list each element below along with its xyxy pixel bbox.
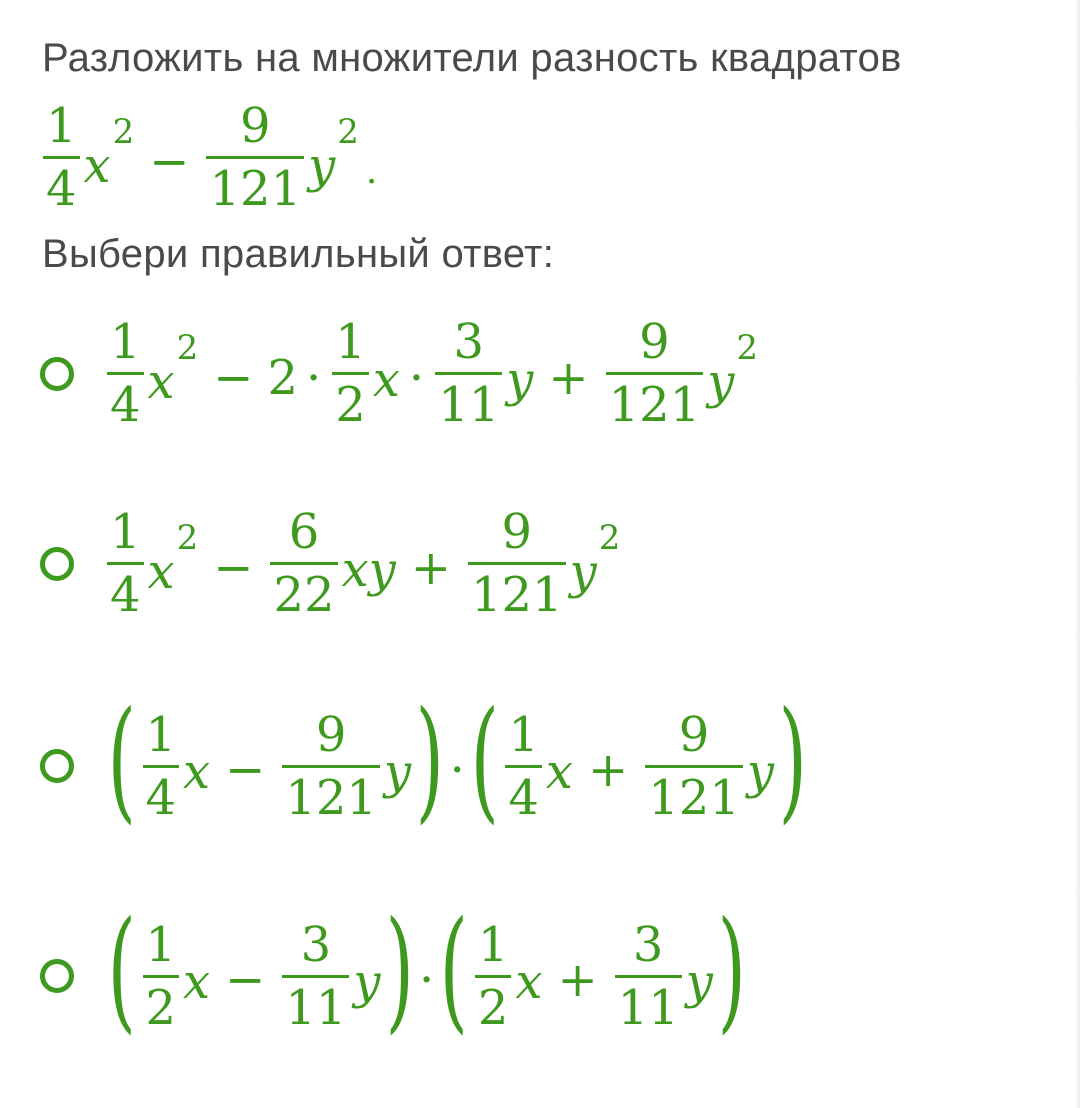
- multiply-dot: ·: [306, 349, 322, 406]
- denominator: 11: [285, 979, 347, 1036]
- fraction: [505, 706, 542, 826]
- numerator: 1: [145, 706, 177, 763]
- numerator: 9: [240, 98, 271, 154]
- denominator: 11: [617, 979, 679, 1036]
- fraction: [645, 706, 743, 826]
- radio-button-unchecked-icon[interactable]: [40, 547, 74, 581]
- variable-name: y: [707, 353, 735, 410]
- variable: x: [515, 954, 543, 1010]
- denominator: 11: [438, 377, 500, 433]
- minus-operator: −: [225, 952, 266, 1008]
- exponent: 2: [176, 517, 199, 558]
- numerator: 1: [477, 916, 509, 973]
- answer-option-4[interactable]: [40, 893, 749, 1047]
- exponent: 2: [598, 517, 621, 558]
- radio-button-unchecked-icon[interactable]: [40, 357, 74, 391]
- question-text: Разложить на множители разность квадратов: [42, 36, 902, 80]
- variable: y: [506, 351, 534, 408]
- variable: y: [685, 954, 713, 1010]
- numerator: 9: [639, 314, 670, 370]
- fraction: [206, 98, 304, 217]
- answer-option-3[interactable]: [40, 683, 810, 837]
- numerator: 6: [288, 504, 320, 560]
- numerator: 9: [315, 706, 347, 763]
- fraction: [143, 916, 180, 1036]
- variable-name: y: [308, 137, 336, 194]
- numerator: 1: [335, 314, 366, 370]
- period: .: [365, 151, 378, 192]
- numerator: 3: [632, 916, 664, 973]
- numerator: 9: [678, 706, 710, 763]
- page-edge: [1074, 0, 1080, 1108]
- fraction: [468, 504, 566, 623]
- variable-name: x: [147, 543, 175, 600]
- answer-option-2[interactable]: [40, 504, 621, 623]
- numerator: 3: [300, 916, 332, 973]
- numerator: 1: [145, 916, 177, 973]
- multiply-dot: ·: [408, 349, 425, 406]
- exponent: 2: [337, 111, 359, 152]
- variable: y: [353, 954, 381, 1010]
- denominator: 121: [285, 769, 377, 826]
- variable-name: x: [147, 353, 175, 410]
- denominator: 4: [508, 769, 539, 826]
- fraction: [615, 916, 682, 1036]
- variable: y: [383, 744, 412, 800]
- denominator: 121: [608, 377, 701, 433]
- answer-option-1[interactable]: [40, 314, 759, 433]
- exponent: 2: [112, 111, 135, 152]
- variable: [147, 327, 199, 410]
- denominator: 2: [477, 979, 509, 1036]
- denominator: 2: [145, 979, 177, 1036]
- variable: y: [746, 744, 774, 800]
- minus-operator: −: [213, 349, 254, 406]
- numerator: 1: [46, 98, 77, 154]
- denominator: 4: [145, 769, 177, 826]
- fraction: [475, 916, 512, 1036]
- minus-operator: −: [149, 133, 190, 190]
- variable: x: [545, 744, 573, 800]
- right-parenthesis: ): [385, 893, 414, 1047]
- radio-button-unchecked-icon[interactable]: [40, 749, 74, 783]
- right-parenthesis: ): [415, 683, 445, 837]
- left-parenthesis: (: [107, 683, 136, 837]
- fraction: [332, 314, 369, 433]
- numerator: 1: [508, 706, 539, 763]
- fraction: [282, 916, 349, 1036]
- plus-operator: +: [557, 952, 598, 1008]
- right-parenthesis: ): [717, 893, 746, 1047]
- option-expression: [104, 683, 810, 837]
- fraction: [107, 504, 144, 623]
- minus-operator: −: [225, 742, 266, 798]
- variable: [83, 111, 135, 194]
- fraction: [282, 706, 380, 826]
- variable: x: [183, 954, 211, 1010]
- fraction: [107, 314, 144, 433]
- variable: [569, 517, 621, 600]
- fraction: [435, 314, 502, 433]
- variable: x: [372, 351, 400, 408]
- plus-operator: +: [587, 742, 629, 798]
- fraction: [270, 504, 337, 623]
- variable: x: [183, 744, 211, 800]
- exponent: 2: [736, 327, 758, 368]
- option-expression: [104, 314, 759, 433]
- denominator: 4: [110, 377, 141, 433]
- left-parenthesis: (: [107, 893, 136, 1047]
- denominator: 4: [110, 567, 141, 623]
- variable-name: x: [83, 137, 111, 194]
- instruction-text: Выбери правильный ответ:: [42, 232, 555, 276]
- fraction: [606, 314, 704, 433]
- multiply-dot: ·: [449, 742, 465, 798]
- coefficient: 2: [267, 349, 299, 406]
- multiply-dot: ·: [419, 952, 435, 1008]
- radio-button-unchecked-icon[interactable]: [40, 959, 74, 993]
- minus-operator: −: [213, 539, 254, 596]
- numerator: 9: [501, 504, 533, 560]
- option-expression: [104, 893, 749, 1047]
- variable-name: y: [569, 543, 597, 600]
- exponent: 2: [176, 327, 199, 368]
- numerator: 3: [453, 314, 484, 370]
- left-parenthesis: (: [470, 683, 499, 837]
- variable: [147, 517, 199, 600]
- plus-operator: +: [410, 539, 451, 596]
- denominator: 121: [209, 161, 302, 217]
- variable: [707, 327, 758, 410]
- variable: xy: [341, 541, 396, 598]
- fraction: [143, 706, 180, 826]
- fraction: [43, 98, 80, 217]
- denominator: 22: [273, 567, 335, 623]
- option-expression: [104, 504, 621, 623]
- left-parenthesis: (: [439, 893, 469, 1047]
- numerator: 1: [110, 314, 141, 370]
- plus-operator: +: [548, 349, 589, 406]
- right-parenthesis: ): [778, 683, 807, 837]
- denominator: 121: [648, 769, 740, 826]
- denominator: 2: [335, 377, 366, 433]
- task-expression: [40, 98, 378, 217]
- denominator: 4: [46, 161, 77, 217]
- denominator: 121: [470, 567, 563, 623]
- variable: [308, 111, 359, 194]
- numerator: 1: [110, 504, 141, 560]
